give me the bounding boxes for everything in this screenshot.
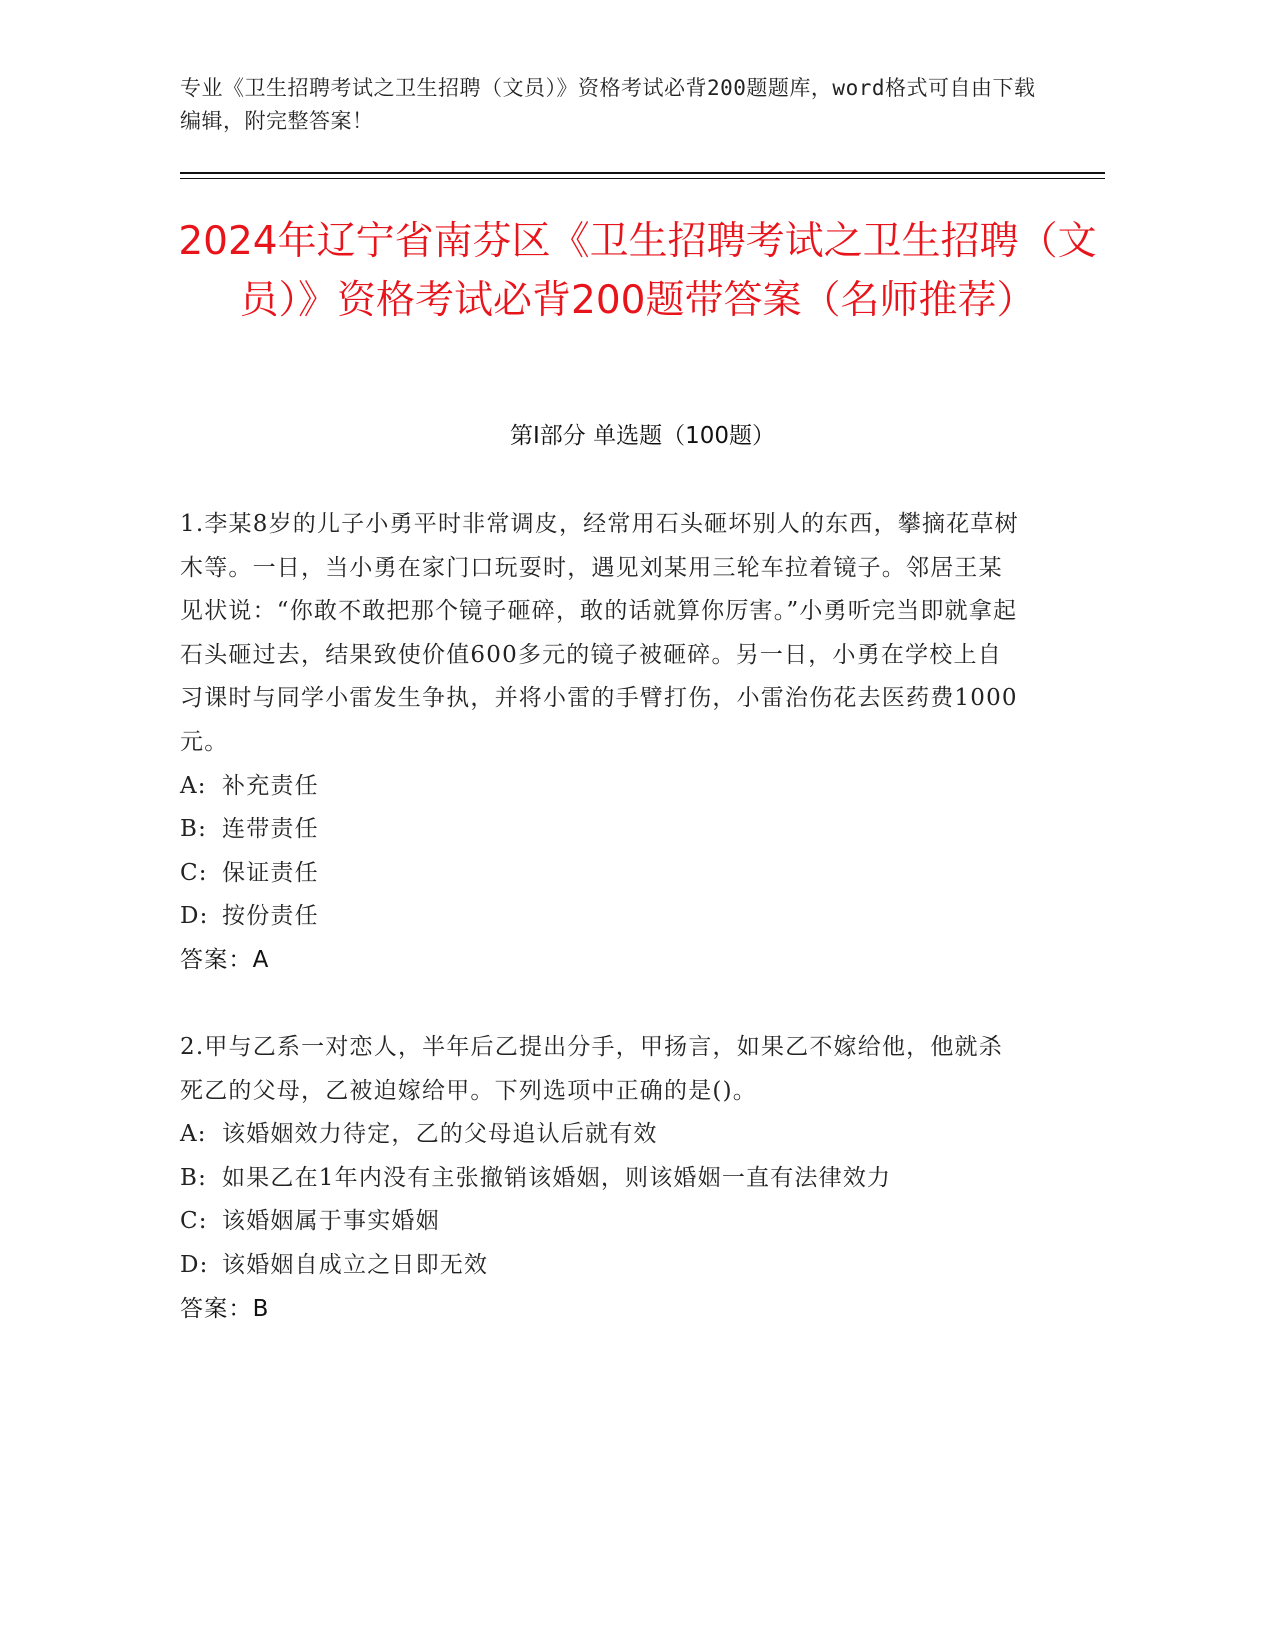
option-key: C: [180,1208,208,1235]
answer-line: 答案：B [180,1295,270,1322]
answer-line: 答案：A [180,946,270,973]
question-stem: 1.李某8岁的儿子小勇平时非常调皮，经常用石头砸坏别人的东西，攀摘花草树木等。一日，当小勇在家门口玩耍时，遇见刘某用三轮车拉着镜子。邻居王某见状说：“你敢不敢把那个镜子砸碎，敢的话就算你厉害。”小勇听完当即就拿起石头砸过去，结果致使价值600多元的镜子被砸碎。另一日，小勇在学校上自习课时与同学小雷发生争执，并将小雷的手臂打伤，小雷治伤花去医药费1000元。 [180,511,1019,755]
option-list [180,1113,1020,1287]
document-title: 2024年辽宁省南芬区《卫生招聘考试之卫生招聘（文员）》资格考试必背200题带答案（名师推荐） [178,219,1097,323]
option-text: 连带责任 [222,816,319,843]
option-text: 补充责任 [222,772,319,799]
header-divider-thin [180,178,1105,179]
option-text: 该婚姻自成立之日即无效 [222,1251,489,1278]
option-key: C: [180,859,208,886]
question-item [180,503,1020,983]
option-key: A: [180,1121,207,1148]
option-text: 保证责任 [222,859,319,886]
option-c [180,852,1020,896]
option-key: B: [180,816,208,843]
option-a [180,1113,1020,1157]
option-b [180,1157,1020,1201]
question-item [180,1026,1020,1331]
option-b [180,808,1020,852]
header-divider-thick [180,172,1105,174]
option-key: A: [180,772,207,799]
option-text: 如果乙在1年内没有主张撤销该婚姻，则该婚姻一直有法律效力 [222,1164,892,1191]
option-text: 该婚姻属于事实婚姻 [222,1208,440,1235]
header-note: 专业《卫生招聘考试之卫生招聘（文员）》资格考试必背200题题库，word格式可自由下载编辑，附完整答案！ [180,76,1036,133]
option-c [180,1200,1020,1244]
option-key: B: [180,1164,208,1191]
section-title: 第I部分 单选题（100题） [510,423,775,449]
option-key: D: [180,903,209,930]
option-list [180,765,1020,939]
option-d [180,895,1020,939]
option-a [180,765,1020,809]
option-text: 按份责任 [222,903,319,930]
question-stem: 2.甲与乙系一对恋人，半年后乙提出分手，甲扬言，如果乙不嫁给他，他就杀死乙的父母，乙被迫嫁给甲。下列选项中正确的是()。 [180,1034,1003,1104]
option-d [180,1244,1020,1288]
option-key: D: [180,1251,209,1278]
option-text: 该婚姻效力待定，乙的父母追认后就有效 [222,1121,658,1148]
